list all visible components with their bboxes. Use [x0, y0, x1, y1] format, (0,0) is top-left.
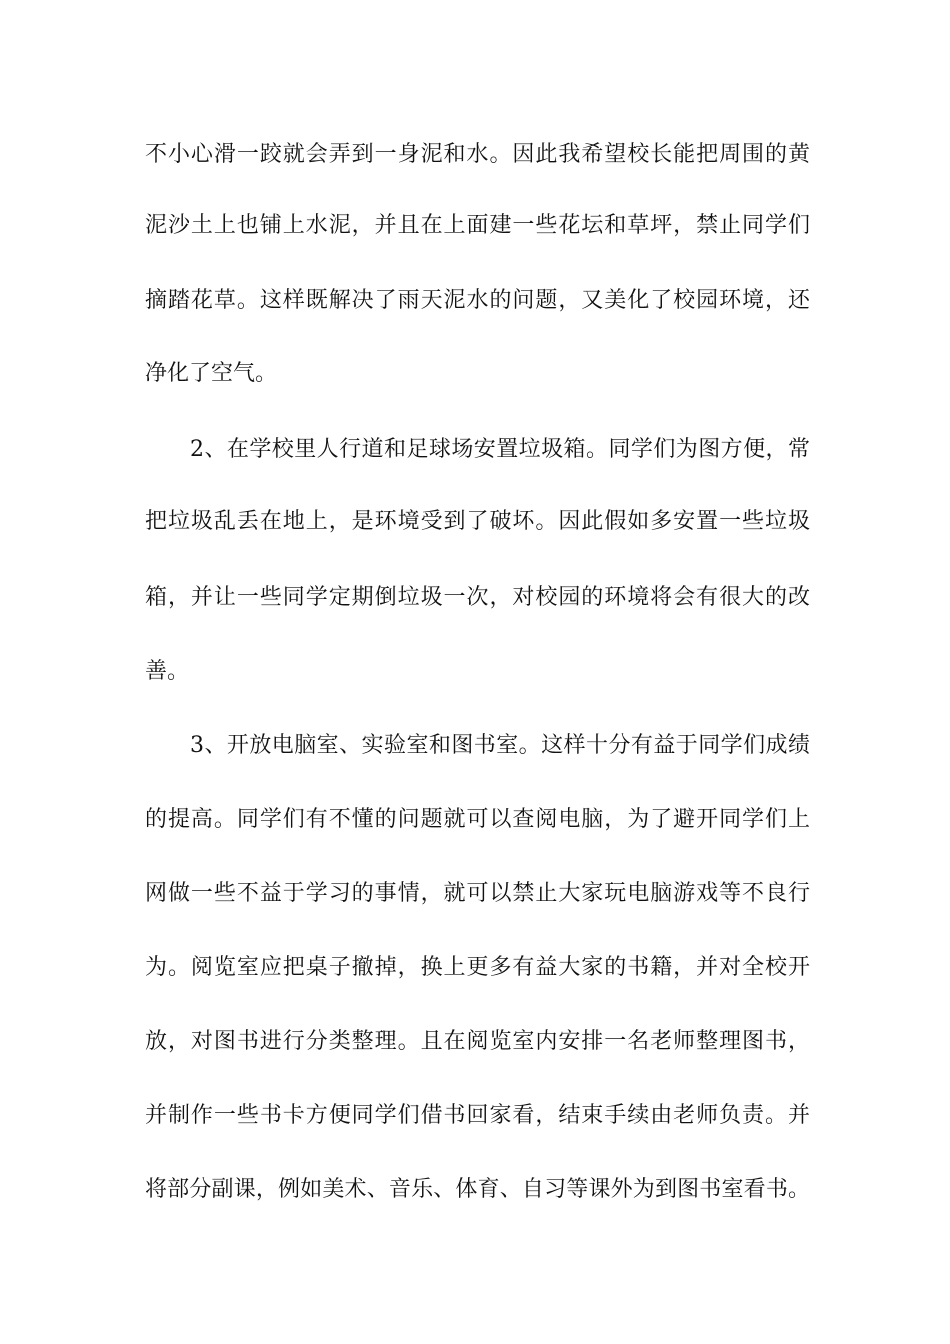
- text-line: 并制作一些书卡方便同学们借书回家看，结束手续由老师负责。并: [145, 1103, 810, 1128]
- text-line: 把垃圾乱丢在地上，是环境受到了破坏。因此假如多安置一些垃圾: [145, 509, 810, 534]
- text-line: 不小心滑一跤就会弄到一身泥和水。因此我希望校长能把周围的黄: [145, 142, 810, 167]
- text-line: 放，对图书进行分类整理。且在阅览室内安排一名老师整理图书，: [145, 1029, 810, 1054]
- text-line: 将部分副课，例如美术、音乐、体育、自习等课外为到图书室看书。: [145, 1177, 810, 1202]
- text-line: 为。阅览室应把桌子撤掉，换上更多有益大家的书籍，并对全校开: [145, 955, 810, 980]
- text-line: 摘踏花草。这样既解决了雨天泥水的问题，又美化了校园环境，还: [145, 288, 810, 313]
- text-line: 泥沙土上也铺上水泥，并且在上面建一些花坛和草坪，禁止同学们: [145, 213, 810, 238]
- text-line: 净化了空气。: [145, 361, 278, 386]
- text-line: 的提高。同学们有不懂的问题就可以查阅电脑，为了避开同学们上: [145, 807, 810, 832]
- text-line: 网做一些不益于学习的事情，就可以禁止大家玩电脑游戏等不良行: [145, 881, 810, 906]
- text-line: 箱，并让一些同学定期倒垃圾一次，对校园的环境将会有很大的改: [145, 585, 810, 610]
- text-line: 善。: [145, 659, 190, 684]
- text-line: 2、在学校里人行道和足球场安置垃圾箱。同学们为图方便，常: [190, 437, 810, 462]
- text-line: 3、开放电脑室、实验室和图书室。这样十分有益于同学们成绩: [190, 733, 810, 758]
